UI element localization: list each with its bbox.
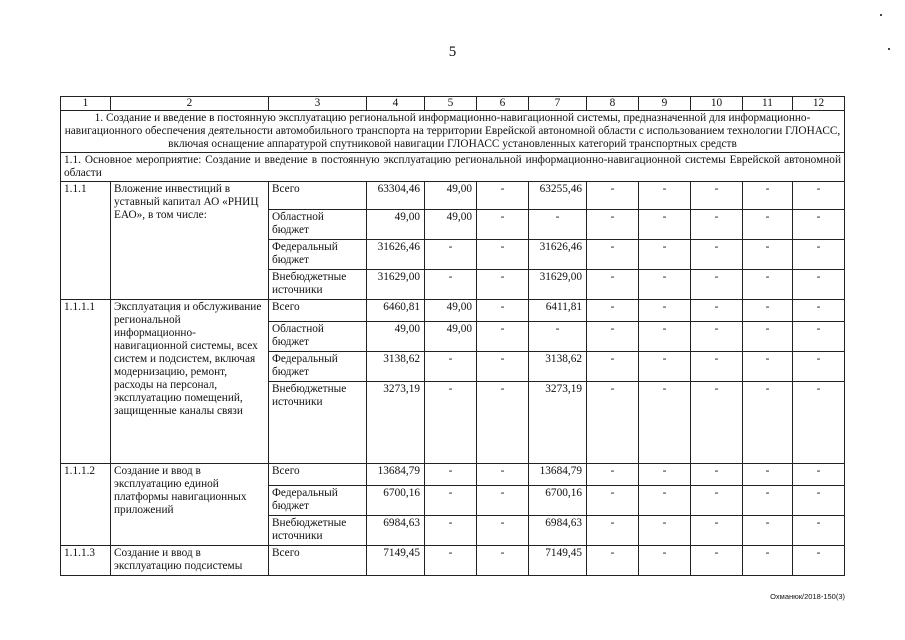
cell-empty: - (425, 486, 477, 516)
cell-empty: - (743, 464, 793, 486)
cell-empty: - (587, 352, 639, 382)
column-number: 5 (425, 97, 477, 111)
cell-empty: - (793, 352, 845, 382)
cell-empty: - (639, 516, 691, 546)
section-title-row (61, 111, 845, 153)
cell-empty: - (477, 464, 529, 486)
column-number: 6 (477, 97, 529, 111)
cell-value: 31629,00 (529, 270, 587, 300)
cell-empty: - (793, 182, 845, 210)
cell-empty: - (639, 300, 691, 322)
funding-source: Внебюджетные источники (269, 382, 367, 464)
cell-empty: - (587, 516, 639, 546)
cell-empty: - (743, 210, 793, 240)
cell-empty: - (743, 322, 793, 352)
cell-value: 49,00 (425, 322, 477, 352)
cell-empty: - (529, 322, 587, 352)
cell-empty: - (743, 270, 793, 300)
cell-empty: - (691, 210, 743, 240)
funding-source: Внебюджетные источники (269, 270, 367, 300)
cell-empty: - (477, 240, 529, 270)
cell-empty: - (743, 300, 793, 322)
cell-empty: - (477, 352, 529, 382)
main-event: 1.1. Основное мероприятие: Создание и введение в постоянную эксплуатацию региональной информационно-навигационной системы Еврейской автономной области (61, 153, 845, 182)
table-body (61, 97, 845, 576)
footer-code: Охманюк/2018-150(3) (770, 592, 845, 601)
cell-value: 31626,46 (529, 240, 587, 270)
cell-empty: - (477, 322, 529, 352)
funding-source: Всего (269, 300, 367, 322)
cell-empty: - (743, 546, 793, 576)
cell-empty: - (691, 464, 743, 486)
cell-value: 6411,81 (529, 300, 587, 322)
cell-value: 6700,16 (529, 486, 587, 516)
cell-empty: - (639, 352, 691, 382)
cell-empty: - (425, 546, 477, 576)
funding-source: Областной бюджет (269, 210, 367, 240)
cell-value: 3273,19 (529, 382, 587, 464)
column-number: 7 (529, 97, 587, 111)
cell-value: 63304,46 (367, 182, 425, 210)
cell-empty: - (587, 486, 639, 516)
cell-value: 49,00 (425, 182, 477, 210)
column-number: 8 (587, 97, 639, 111)
cell-empty: - (743, 382, 793, 464)
cell-empty: - (793, 300, 845, 322)
cell-value: 7149,45 (367, 546, 425, 576)
cell-empty: - (691, 270, 743, 300)
scan-speck (880, 14, 882, 16)
cell-empty: - (743, 240, 793, 270)
column-number-row (61, 97, 845, 111)
funding-source: Всего (269, 546, 367, 576)
cell-empty: - (639, 464, 691, 486)
cell-value: 49,00 (367, 322, 425, 352)
cell-empty: - (587, 382, 639, 464)
cell-empty: - (793, 516, 845, 546)
cell-empty: - (425, 464, 477, 486)
cell-empty: - (793, 322, 845, 352)
cell-empty: - (587, 182, 639, 210)
cell-empty: - (691, 322, 743, 352)
cell-empty: - (587, 464, 639, 486)
cell-value: 63255,46 (529, 182, 587, 210)
cell-empty: - (691, 486, 743, 516)
cell-empty: - (691, 382, 743, 464)
cell-value: 3273,19 (367, 382, 425, 464)
cell-empty: - (639, 210, 691, 240)
row-name: Создание и ввод в эксплуатацию единой платформы навигационных приложений (111, 464, 269, 546)
cell-empty: - (793, 464, 845, 486)
cell-empty: - (477, 516, 529, 546)
cell-empty: - (477, 300, 529, 322)
funding-source: Всего (269, 182, 367, 210)
table-row (61, 300, 845, 322)
cell-empty: - (477, 270, 529, 300)
cell-empty: - (793, 240, 845, 270)
column-number: 4 (367, 97, 425, 111)
cell-empty: - (639, 240, 691, 270)
cell-empty: - (793, 270, 845, 300)
cell-empty: - (477, 210, 529, 240)
cell-empty: - (529, 210, 587, 240)
funding-source: Областной бюджет (269, 322, 367, 352)
scan-speck (888, 48, 890, 50)
cell-empty: - (587, 322, 639, 352)
cell-empty: - (639, 322, 691, 352)
cell-empty: - (425, 516, 477, 546)
cell-value: 3138,62 (529, 352, 587, 382)
cell-empty: - (477, 182, 529, 210)
cell-empty: - (793, 546, 845, 576)
cell-empty: - (743, 182, 793, 210)
cell-empty: - (793, 486, 845, 516)
cell-value: 6984,63 (529, 516, 587, 546)
cell-empty: - (587, 300, 639, 322)
row-code: 1.1.1.3 (61, 546, 111, 576)
cell-empty: - (743, 486, 793, 516)
cell-value: 13684,79 (529, 464, 587, 486)
main-event-row (61, 153, 845, 182)
column-number: 10 (691, 97, 743, 111)
table-row (61, 182, 845, 210)
cell-empty: - (477, 382, 529, 464)
cell-value: 6700,16 (367, 486, 425, 516)
cell-empty: - (639, 546, 691, 576)
cell-value: 49,00 (425, 210, 477, 240)
cell-empty: - (639, 182, 691, 210)
row-code: 1.1.1 (61, 182, 111, 300)
cell-value: 7149,45 (529, 546, 587, 576)
cell-empty: - (587, 270, 639, 300)
cell-empty: - (477, 546, 529, 576)
cell-empty: - (587, 210, 639, 240)
column-number: 3 (269, 97, 367, 111)
row-name: Эксплуатация и обслуживание региональной информационно-навигационной системы, всех систем и подсистем, включая модернизацию, ремонт, расходы на персонал, эксплуатацию помещений, защищенные каналы связи (111, 300, 269, 464)
cell-value: 31629,00 (367, 270, 425, 300)
funding-source: Федеральный бюджет (269, 352, 367, 382)
funding-source: Внебюджетные источники (269, 516, 367, 546)
funding-source: Федеральный бюджет (269, 486, 367, 516)
cell-value: 31626,46 (367, 240, 425, 270)
cell-empty: - (743, 516, 793, 546)
cell-empty: - (743, 352, 793, 382)
cell-empty: - (425, 270, 477, 300)
cell-empty: - (639, 270, 691, 300)
funding-source: Всего (269, 464, 367, 486)
cell-empty: - (639, 382, 691, 464)
column-number: 9 (639, 97, 691, 111)
cell-empty: - (587, 546, 639, 576)
cell-empty: - (793, 382, 845, 464)
cell-empty: - (425, 382, 477, 464)
cell-empty: - (425, 240, 477, 270)
cell-empty: - (477, 486, 529, 516)
budget-table (60, 96, 845, 576)
column-number: 12 (793, 97, 845, 111)
funding-source: Федеральный бюджет (269, 240, 367, 270)
cell-empty: - (793, 210, 845, 240)
cell-empty: - (691, 182, 743, 210)
column-number: 1 (61, 97, 111, 111)
cell-empty: - (691, 352, 743, 382)
cell-empty: - (639, 486, 691, 516)
cell-empty: - (691, 240, 743, 270)
cell-empty: - (425, 352, 477, 382)
cell-empty: - (587, 240, 639, 270)
cell-value: 13684,79 (367, 464, 425, 486)
cell-empty: - (691, 546, 743, 576)
column-number: 2 (111, 97, 269, 111)
section-title: 1. Создание и введение в постоянную эксплуатацию региональной информационно-навигационной системы, предназначенной для информационно-навигационного обеспечения деятельности автомобильного транспорта на территории Еврейской автономной области с использованием технологии ГЛОНАСС, включая оснащение аппаратурой спутниковой навигации ГЛОНАСС установленных категорий транспортных средств (61, 111, 845, 153)
row-code: 1.1.1.1 (61, 300, 111, 464)
row-code: 1.1.1.2 (61, 464, 111, 546)
cell-value: 3138,62 (367, 352, 425, 382)
page-number: 5 (448, 44, 457, 60)
cell-value: 49,00 (367, 210, 425, 240)
row-name: Вложение инвестиций в уставный капитал АО «РНИЦ ЕАО», в том числе: (111, 182, 269, 300)
table-row (61, 464, 845, 486)
cell-empty: - (691, 300, 743, 322)
cell-value: 6460,81 (367, 300, 425, 322)
table-row (61, 546, 845, 576)
cell-value: 49,00 (425, 300, 477, 322)
cell-empty: - (691, 516, 743, 546)
column-number: 11 (743, 97, 793, 111)
cell-value: 6984,63 (367, 516, 425, 546)
row-name: Создание и ввод в эксплуатацию подсистемы (111, 546, 269, 576)
